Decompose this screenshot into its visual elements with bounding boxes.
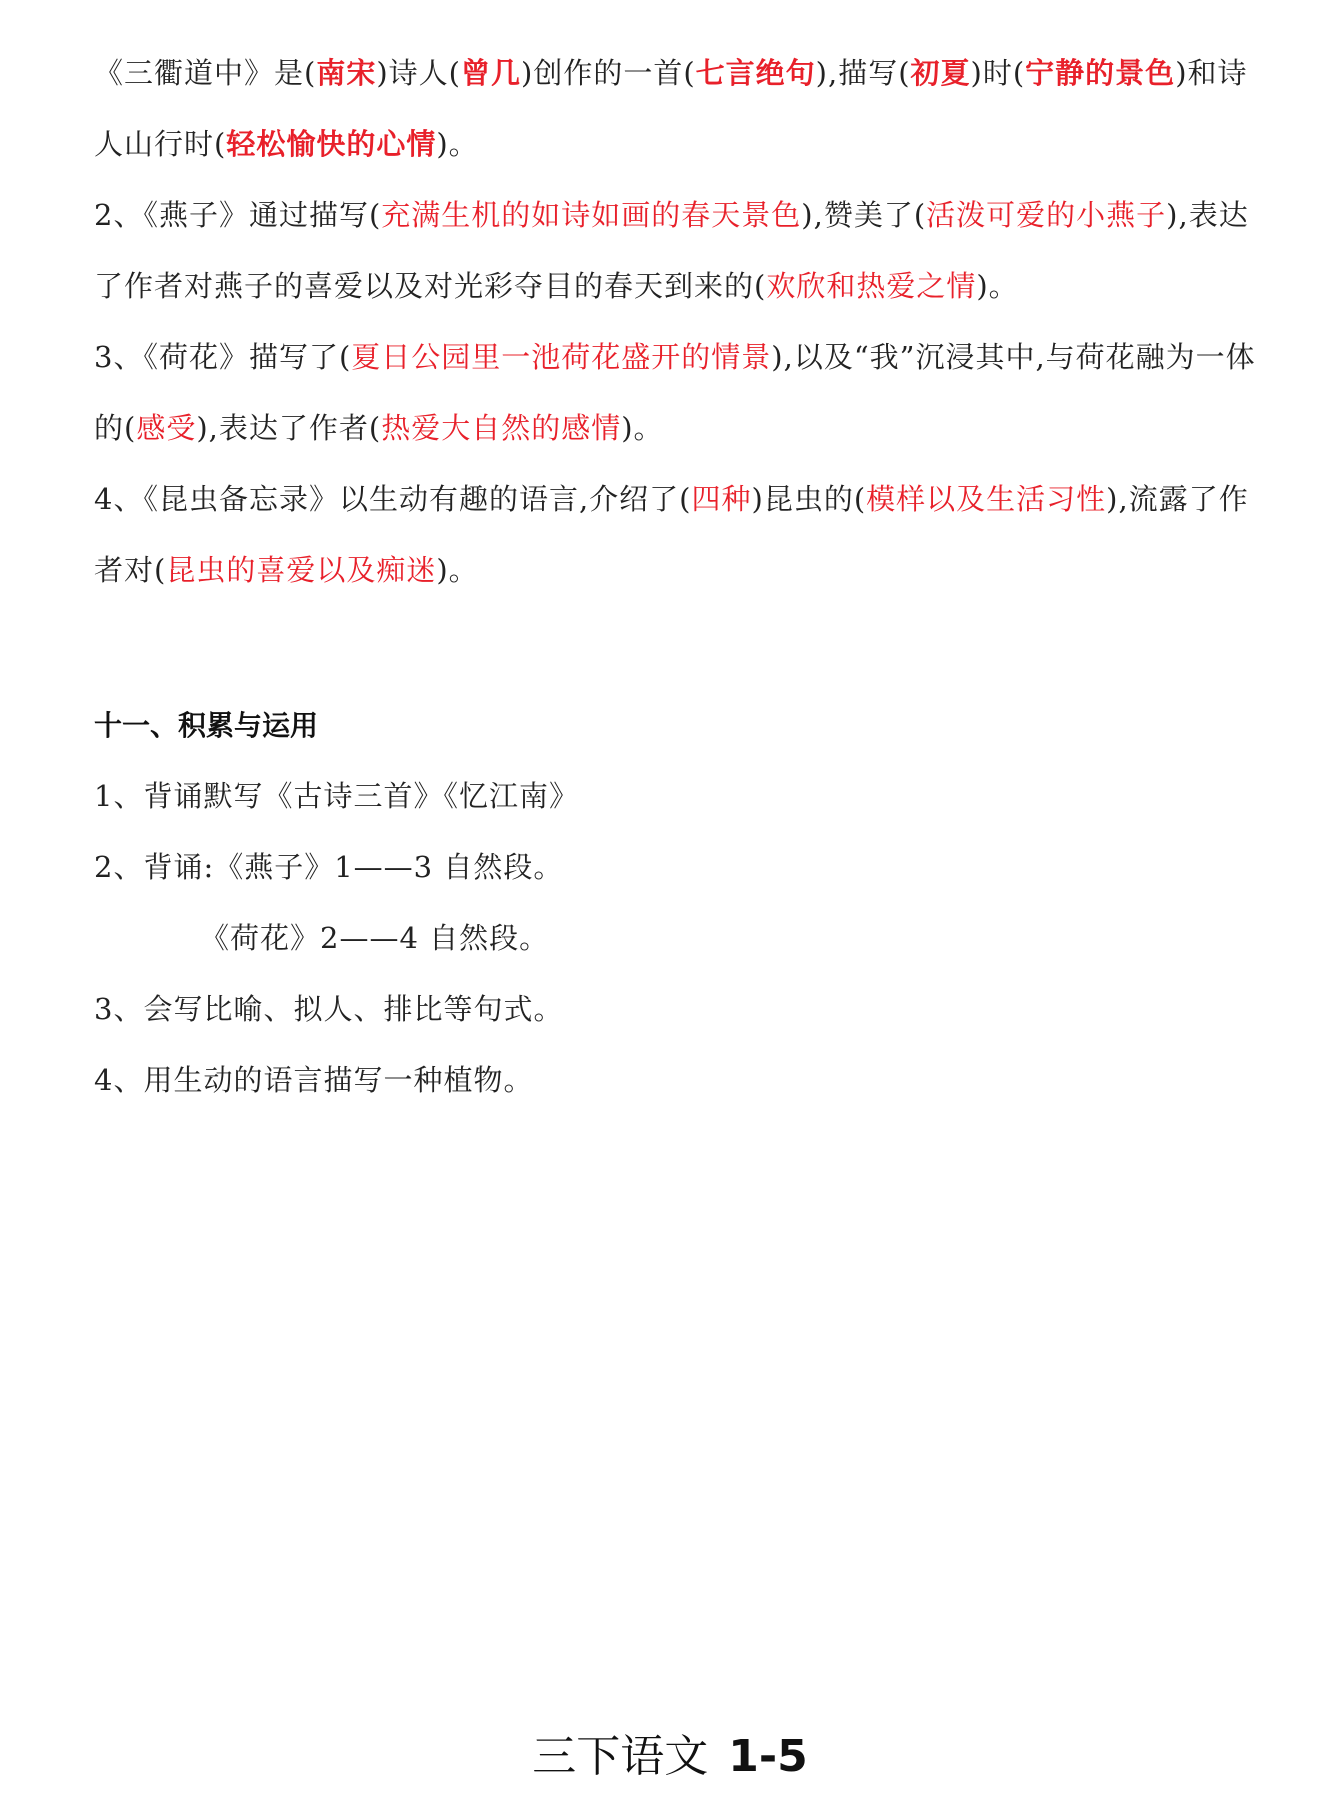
list-item: 1、背诵默写《古诗三首》《忆江南》 xyxy=(94,779,579,813)
answer-highlight: 南宋 xyxy=(316,56,377,90)
paragraph-2 xyxy=(94,180,1274,322)
footer-page-code: 1-5 xyxy=(728,1731,808,1782)
answer-highlight: 热爱大自然的感情 xyxy=(381,411,622,445)
text-segment: )时( xyxy=(970,56,1026,90)
text-segment: )和诗人山行时( xyxy=(94,56,1248,161)
text-segment: 4、《昆虫备忘录》以生动有趣的语言,介绍了( xyxy=(94,482,692,516)
text-segment: )。 xyxy=(976,269,1019,303)
text-segment: ),流露了作者对( xyxy=(94,482,1249,587)
paragraph-4 xyxy=(94,464,1274,606)
text-segment: )诗人( xyxy=(376,56,461,90)
answer-highlight: 夏日公园里一池荷花盛开的情景 xyxy=(351,340,772,374)
list-item: 4、用生动的语言描写一种植物。 xyxy=(94,1063,534,1097)
answer-highlight: 活泼可爱的小燕子 xyxy=(926,198,1167,232)
text-segment: )。 xyxy=(621,411,664,445)
document-body xyxy=(94,38,1274,1116)
text-segment: )。 xyxy=(436,553,479,587)
text-segment: 《三衢道中》是( xyxy=(94,56,317,90)
page-footer xyxy=(0,1720,1340,1784)
text-segment: )。 xyxy=(436,127,479,161)
answer-highlight: 宁静的景色 xyxy=(1025,56,1176,90)
footer-title: 三下语文 xyxy=(532,1731,709,1782)
text-segment: )昆虫的( xyxy=(751,482,867,516)
answer-highlight: 七言绝句 xyxy=(695,56,816,90)
answer-highlight: 欢欣和热爱之情 xyxy=(766,269,977,303)
list-item: 3、会写比喻、拟人、排比等句式。 xyxy=(94,992,564,1026)
text-segment: ),表达了作者对燕子的喜爱以及对光彩夺目的春天到来的( xyxy=(94,198,1249,303)
answer-highlight: 感受 xyxy=(136,411,197,445)
text-segment: ),以及“我”沉浸其中,与荷花融为一体的( xyxy=(94,340,1256,445)
text-segment: )创作的一首( xyxy=(521,56,696,90)
answer-highlight: 四种 xyxy=(691,482,752,516)
list-item: 2、背诵:《燕子》1——3 自然段。 xyxy=(94,850,564,884)
answer-highlight: 初夏 xyxy=(910,56,971,90)
answer-paragraphs xyxy=(94,38,1274,606)
answer-highlight: 模样以及生活习性 xyxy=(866,482,1107,516)
text-segment: 2、《燕子》通过描写( xyxy=(94,198,382,232)
section-items-list xyxy=(94,761,1274,1116)
text-segment: ),描写( xyxy=(815,56,911,90)
section-heading: 十一、积累与运用 xyxy=(94,709,319,742)
text-segment: ),赞美了( xyxy=(801,198,927,232)
text-segment: ),表达了作者( xyxy=(196,411,382,445)
answer-highlight: 昆虫的喜爱以及痴迷 xyxy=(166,553,437,587)
paragraph-1 xyxy=(94,38,1274,180)
text-segment: 3、《荷花》描写了( xyxy=(94,340,352,374)
answer-highlight: 轻松愉快的心情 xyxy=(226,127,437,161)
list-item: 《荷花》2——4 自然段。 xyxy=(200,921,550,955)
paragraph-3 xyxy=(94,322,1274,464)
answer-highlight: 曾几 xyxy=(460,56,521,90)
answer-highlight: 充满生机的如诗如画的春天景色 xyxy=(381,198,802,232)
